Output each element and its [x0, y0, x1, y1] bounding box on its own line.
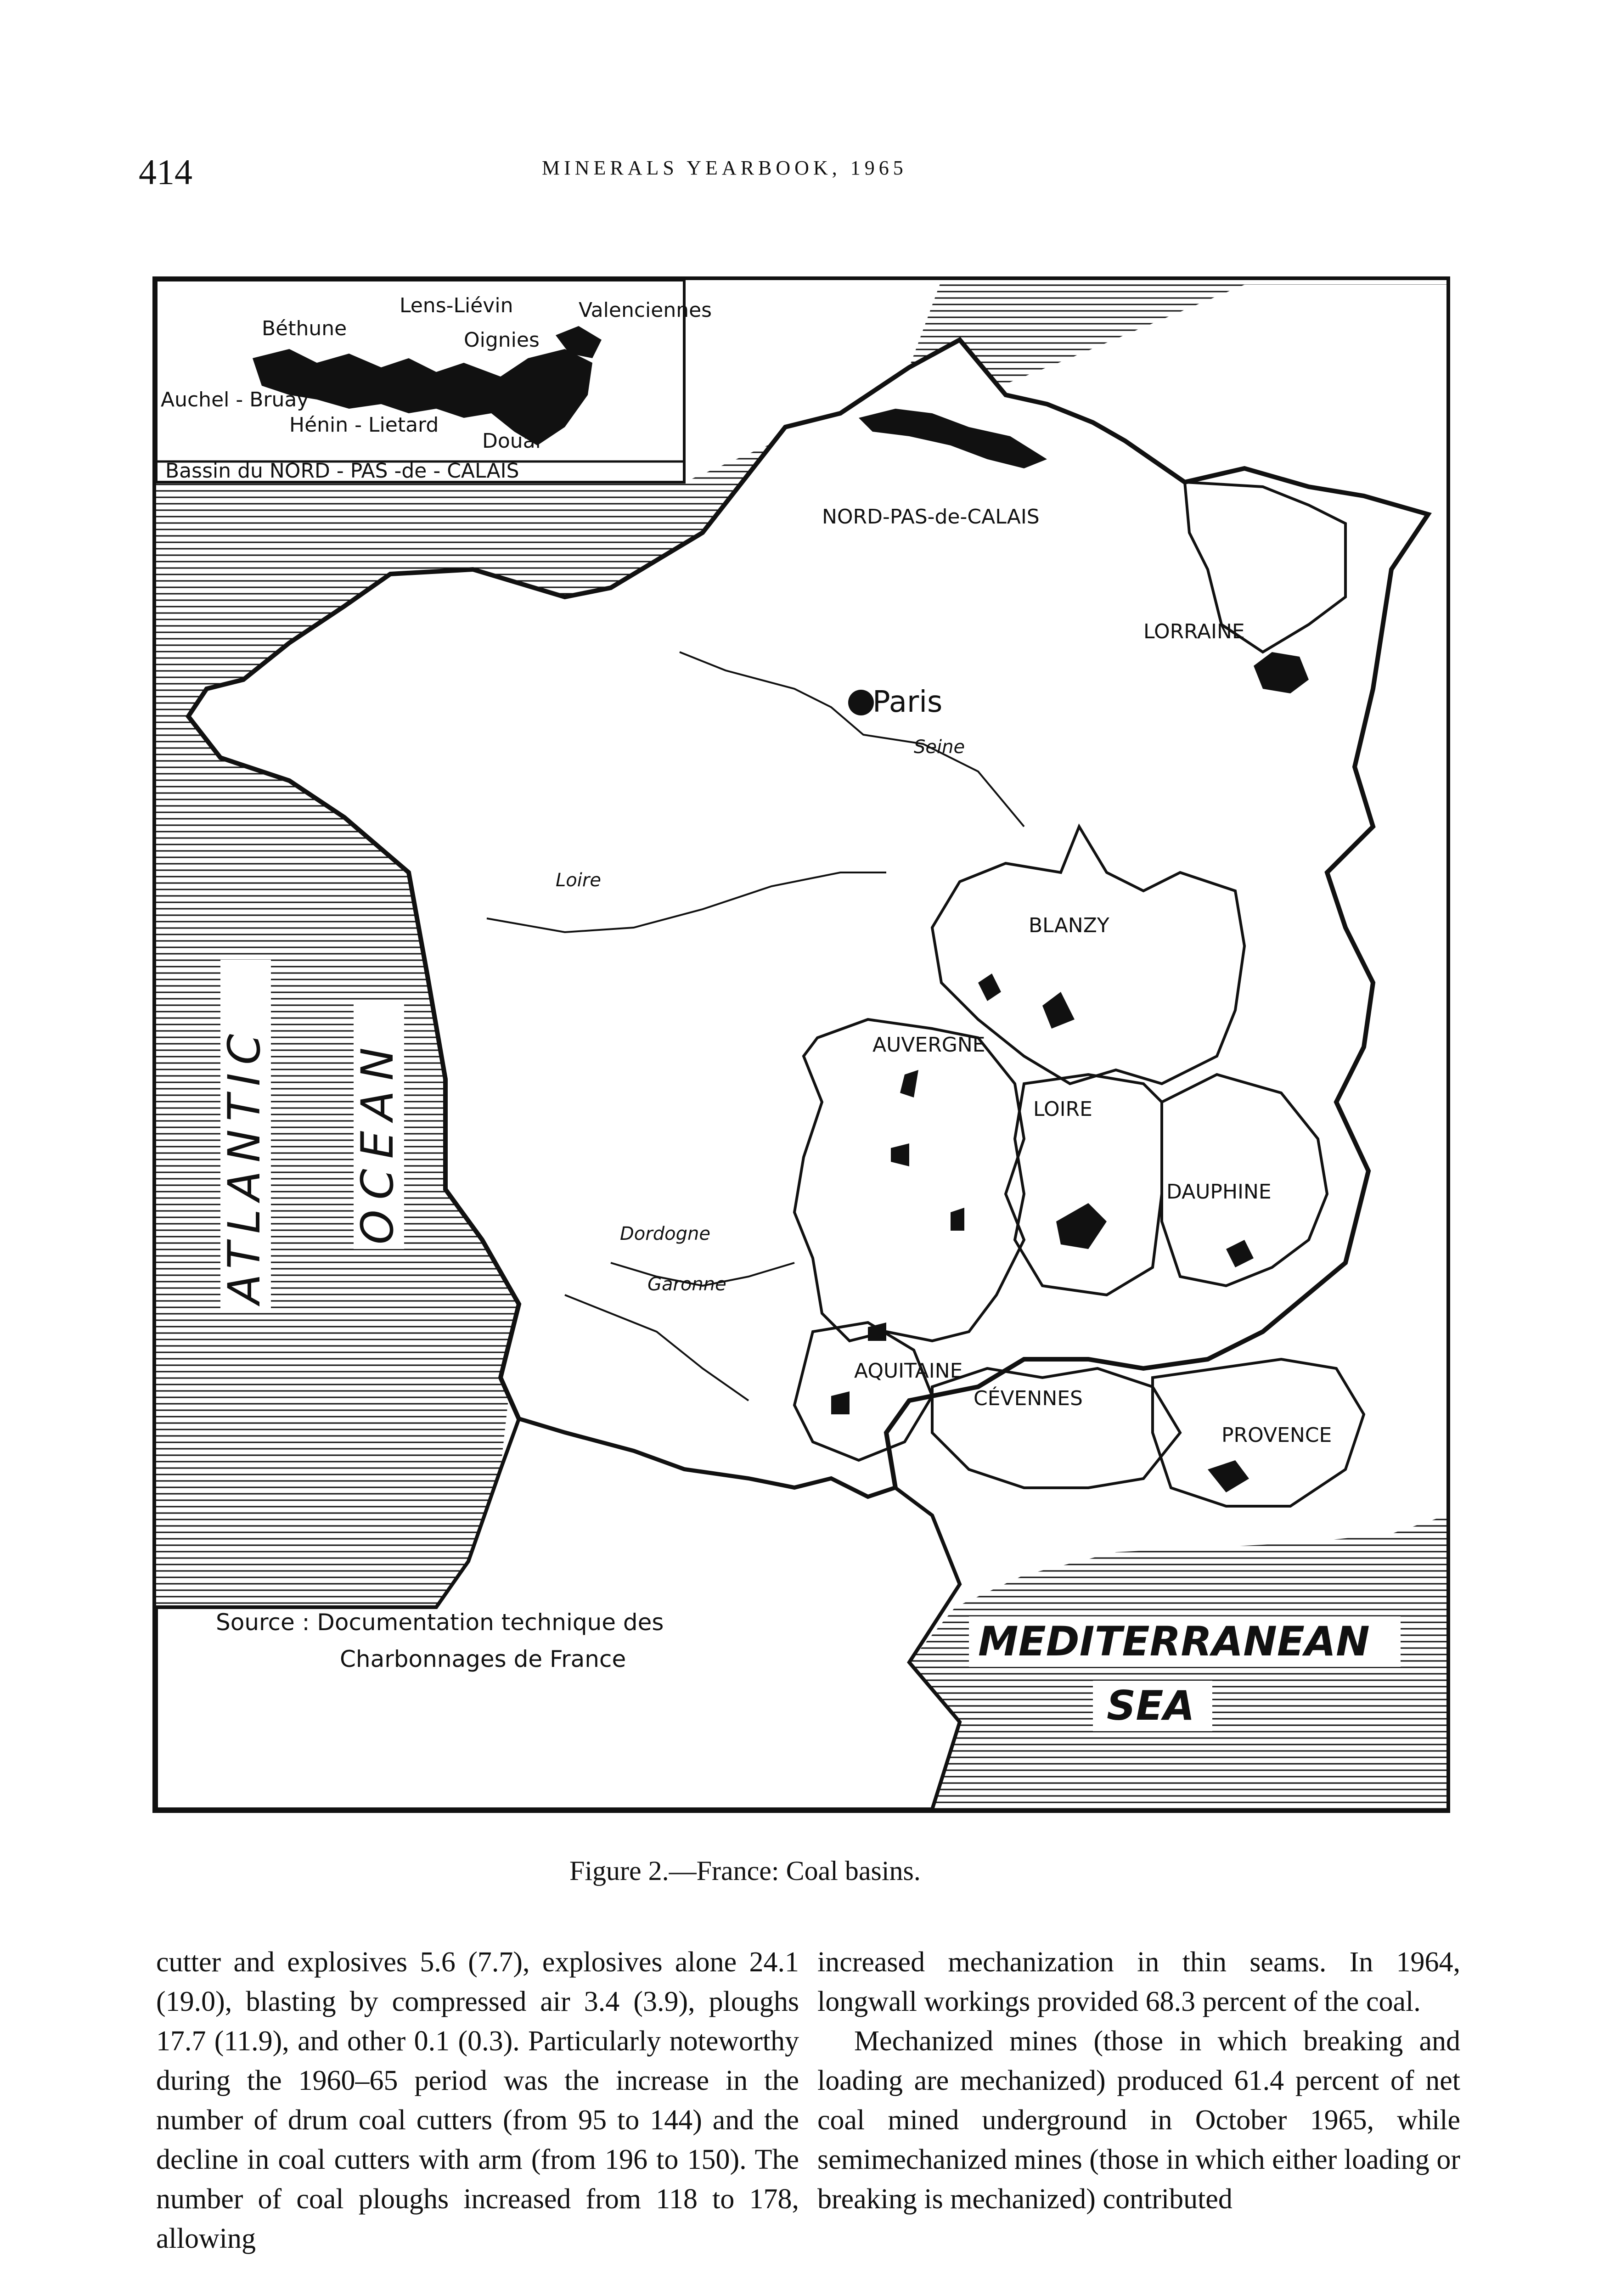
paragraph-right-1: increased mechanization in thin seams. In 1964, longwall workings provided 68.3 percent of the coal.: [817, 1947, 1460, 2017]
basin-cevennes: CÉVENNES: [974, 1387, 1083, 1410]
body-column-right: [817, 1942, 1460, 2219]
river-dordogne: Dordogne: [620, 1223, 710, 1244]
ocean-ocean: OCEAN: [352, 1037, 403, 1244]
river-seine: Seine: [914, 737, 965, 758]
river-loire: Loire: [556, 870, 601, 891]
inset-town-auchel-bruay: Auchel - Bruay: [161, 388, 309, 411]
sea-line1: MEDITERRANEAN: [978, 1618, 1370, 1665]
inset-town-douai: Douai: [482, 429, 541, 453]
inset-town-henin-lietard: Hénin - Lietard: [289, 413, 439, 437]
france-coal-map: [152, 276, 1451, 1814]
basin-blanzy: BLANZY: [1029, 914, 1109, 937]
basin-nord: NORD-PAS-de-CALAIS: [822, 505, 1040, 529]
river-garonne: Garonne: [647, 1274, 726, 1295]
figure-caption: Figure 2.—France: Coal basins.: [569, 1856, 921, 1886]
basin-aquitaine: AQUITAINE: [854, 1359, 963, 1383]
basin-loire: LOIRE: [1033, 1097, 1092, 1121]
inset-town-oignies: Oignies: [464, 328, 540, 352]
paragraph-left: cutter and explosives 5.6 (7.7), explosives alone 24.1 (19.0), blasting by compressed air 3.4 (3.9), ploughs 17.7 (11.9), and other 0.1 (0.3). Particularly noteworthy during the 1960–65 period was the increase in the number of drum coal cutters (from 95 to 144) and the decline in coal cutters with arm (from 196 to 150). The number of coal ploughs increased from 118 to 178, allowing: [156, 1947, 799, 2254]
sea-line2: SEA: [1107, 1682, 1195, 1729]
inset-town-lens-lievin: Lens-Liévin: [400, 294, 513, 317]
basin-provence: PROVENCE: [1221, 1424, 1332, 1447]
body-column-left: [156, 1942, 799, 2258]
inset-town-bethune: Béthune: [262, 317, 347, 340]
ocean-atlantic: ATLANTIC: [219, 1025, 270, 1304]
map-svg: [152, 276, 1451, 1814]
basin-lorraine: LORRAINE: [1143, 620, 1245, 643]
inset-town-valenciennes: Valenciennes: [579, 298, 712, 322]
map-source-line2: Charbonnages de France: [340, 1646, 626, 1672]
basin-auvergne: AUVERGNE: [872, 1033, 985, 1057]
map-source-line1: Source : Documentation technique des: [216, 1609, 664, 1636]
city-paris: Paris: [872, 685, 943, 719]
running-title: MINERALS YEARBOOK, 1965: [542, 157, 907, 179]
paris-marker: [848, 690, 874, 715]
inset-title: Bassin du NORD - PAS -de - CALAIS: [165, 459, 519, 483]
paragraph-right-2: Mechanized mines (those in which breaking and loading are mechanized) produced 61.4 percent of net coal mined underground in October 1965, while semimechanized mines (those in which either loading or breaking is mechanized) contributed: [817, 2026, 1460, 2215]
basin-dauphine: DAUPHINE: [1166, 1180, 1272, 1204]
page-number: 414: [139, 152, 192, 192]
